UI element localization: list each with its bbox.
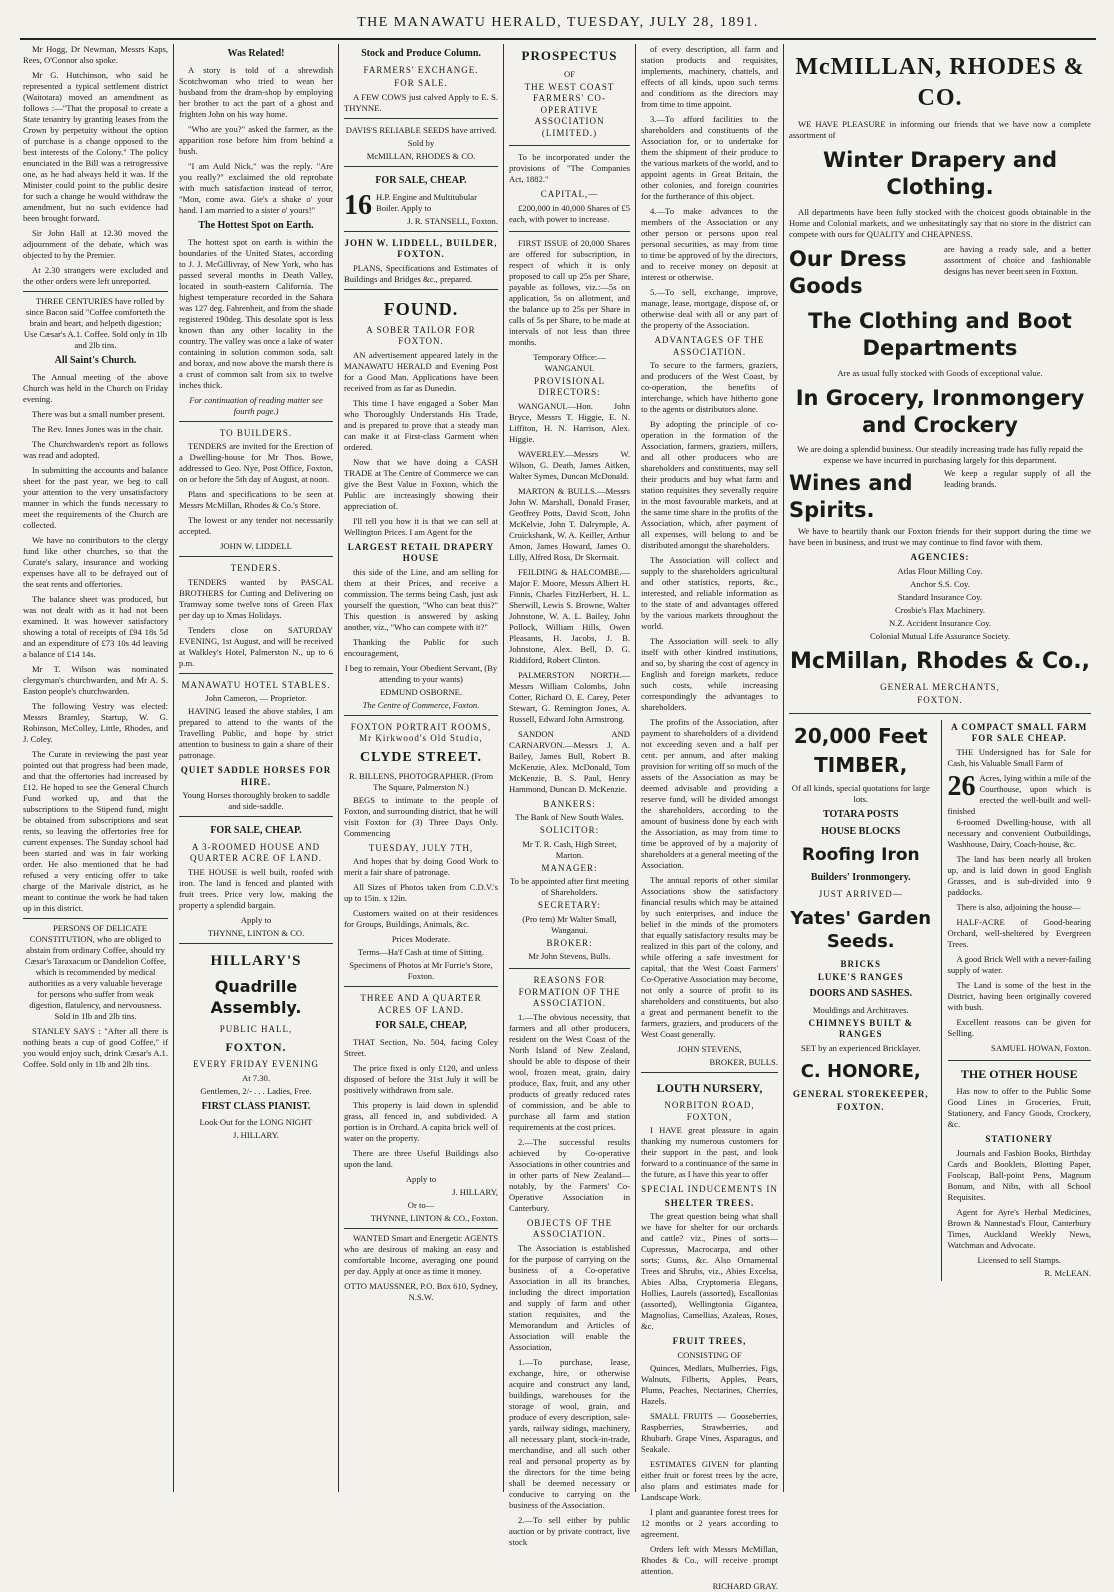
honore-heading: C. HONORE, [800, 1060, 921, 1082]
paragraph: Has now to offer to the Public Some Good Lines in Groceries, Fruit, Stationery, and Fancy Goods, Crockery, &c. [947, 1086, 1091, 1130]
highlight: Builders' Ironmongery. [810, 872, 911, 884]
ad-heading: FOR SALE, CHEAP. [375, 174, 467, 186]
signature: RICHARD GRAY. [712, 1580, 778, 1591]
directors-heading: PROVISIONAL DIRECTORS: [533, 375, 605, 398]
paragraph: Sir John Hall at 12.30 moved the adjournment of the debate, which was objected to by the Premier. [23, 228, 168, 260]
paragraph: The annual reports of other similar Associations show the satisfactory financial results which may be attained by such enterprises, and induce the belief in the minds of the promoters that equally satisfactory results may be realized in this part of the colony, and while offering a safe investment for capital, that the West Coast Farmers' Co-Operative Association may become, not only a source of profit to its shareholders and constituents, but also a great and permanent benefit to the farmers, graziers, and producers of the West Coast generally. [641, 875, 778, 1040]
paragraph: £200,000 in 40,000 Shares of £5 each, with power to increase. [509, 202, 630, 224]
highlight: SPECIAL INDUCEMENTS IN [641, 1184, 778, 1195]
paragraph: 1.—The obvious necessity, that farmers and all other producers, resident on the West Coast of the North Island of New Zealand, should be able to dispose of their wool, frozen meat, grain, dairy produce, flax, fruit, and any other products of greatly reduced rates of commission, and be able to purchase all farm and station requirements at the cost prices. [509, 1011, 630, 1132]
paragraph: "I am Auld Nick," was the reply. "Are you really?" exclaimed the old reprobate with much satisfaction instead of terror, "Mon, come awa. Gie's a shake o' your hand. I am married to a sister o' yours!" [179, 160, 333, 215]
column-4 [503, 44, 635, 1547]
street: CLYDE STREET. [360, 749, 482, 765]
paragraph: THAT Section, No. 504, facing Coley Street. [344, 1037, 498, 1059]
continuation-note: For continuation of reading matter see fourth page.) [189, 394, 323, 416]
town: FOXTON. [917, 695, 963, 706]
paragraph: Excellent reasons can be given for Selling. [947, 1016, 1091, 1038]
apply-label: Apply to [405, 1174, 437, 1185]
paragraph: I HAVE great pleasure in again thanking my numerous customers for their support in the past, and look forward to a continuance of the same in the future, as I have this year to offer [641, 1125, 778, 1180]
town: FOXTON. [836, 1102, 885, 1113]
wines-text: We keep a regular supply of all the leading brands. [944, 468, 1091, 490]
brand-heading: McMILLAN, RHODES & CO. [795, 54, 1085, 111]
church-heading: All Saint's Church. [54, 355, 137, 366]
solicitor-heading: SOLICITOR: [539, 825, 600, 836]
ad-heading: TO BUILDERS. [219, 427, 293, 438]
paragraph: TENDERS are invited for the Erection of a Dwelling-house for Mr Thos. Bowe, addressed to Geo. Nye, Post Office, Foxton, on or before the 5th day of August, at noon. [179, 441, 333, 485]
paragraph: The Churchwarden's report as follows was read and adopted. [23, 438, 168, 460]
paragraph: SMALL FRUITS — Gooseberries, Raspberries, Strawberries, and Rhubarb. Grape Vines, Asparagus, and Seakale. [641, 1410, 778, 1454]
paragraph: this side of the Line, and am selling for them at their Prices, and receive a commission. The terms being Cash, just ask yourself the question, "Who can beat this?" This question is answered by asking another, viz., "Who can compete with it?" [344, 566, 498, 632]
ad-heading: LOUTH NURSERY, [656, 1081, 763, 1096]
paragraph: At 2.30 strangers were excluded and the other orders were left unreported. [23, 265, 168, 286]
wanted-ad [344, 1228, 498, 1303]
highlight: LARGEST RETAIL DRAPERY HOUSE [347, 541, 495, 564]
paragraph: AN advertisement appeared lately in the MANAWATU HERALD and Evening Post for a Good Man. Applications have been received from as far as Dunedin. [344, 349, 498, 393]
paragraph: WANTED Smart and Energetic AGENTS who are desirous of making an easy and comfortable Income, averaging one pound per day. Apply at once as time it money. [344, 1233, 498, 1277]
feet-heading: 20,000 Feet [793, 723, 928, 748]
paragraph: PLANS, Specifications and Estimates of Buildings and Bridges &c., prepared. [344, 262, 498, 284]
paragraph: 2.—The successful results achieved by Co-operative Associations in other countries and in other parts of New Zealand—notably, by the Farmers' Co-Operative Association in Canterbury. [509, 1136, 630, 1213]
paragraph: All Sizes of Photos taken from C.D.V.'s up to 15in. x 12in. [344, 882, 498, 904]
bank: The Bank of New South Wales. [515, 812, 624, 823]
paragraph: The Curate in reviewing the past year pointed out that progress had been made, and that the offertories had increased by £12. He hoped to see the General Church Fund worked up, and that the subscriptions to the Stipend fund, might be obtained from subscriptions and seat rents, so leaving the offertories free for current expenses. The Sunday school had been started and was in fair working order. He also mentioned that he had refused a very enticing offer to take charge of the Marivale district, as he meant to continue the work he had taken up in this district. [23, 748, 168, 913]
paragraph: Mr Hogg, Dr Newman, Messrs Kaps, Rees, O'Connor also spoke. [23, 44, 168, 65]
time: At 7.30. [242, 1072, 270, 1083]
paragraph: SANDON AND CARNARVON.—Messrs J. A. Bailey, James Bull, Robert B. McKenzie, Alex. McDonald, Tom McKenzie, B. S. Paul, Henry Hammond, Duncan D. McKenzie. [509, 728, 630, 794]
assembly-ad [179, 943, 333, 1141]
paragraph: THE Undersigned has for Sale for Cash, his Valuable Small Farm of [947, 746, 1091, 768]
signature: R. McLEAN. [1044, 1267, 1091, 1278]
paragraph: FIRST ISSUE of 20,000 Shares are offered for subscription, in respect of which it is only proposed to call up 25s per Share, payable as follows, viz.:—5s on application, 5s on allotment, and the balance up to 25s per Share in calls of 5s per Share, to be made at intervals of not less than three months. [509, 237, 630, 347]
ad-heading: THE OTHER HOUSE [960, 1066, 1078, 1081]
storekeeper: GENERAL STOREKEEPER, [792, 1088, 929, 1099]
ad-title: Quadrille Assembly. [210, 977, 302, 1017]
paragraph: The Association is established for the purpose of carrying on the business of a Co-operative Association in all its branches, including the direct importation and supply of farm and other station requisites, and the Memorandum and Articles of Association will enable the Association, [509, 1242, 630, 1352]
paragraph: The Rev. Innes Jones was in the chair. [32, 423, 163, 434]
paragraph: Tenders close on SATURDAY EVENING, 1st August, and will be received at Walkley's Hotel, Palmerston N., up to 6 p.m. [179, 624, 333, 668]
paragraph: Young Horses thoroughly broken to saddle and side-saddle. [182, 790, 330, 812]
column-1 [18, 44, 173, 1492]
paragraph: 2.—To sell either by public auction or by private contract, live stock [509, 1514, 630, 1547]
paragraph: Thanking the Public for such encouragement, [344, 636, 498, 658]
paragraph: All departments have been fully stocked with the choicest goods obtainable in the Home and Colonial markets, and we unhesitatingly say that no store in the district can compete with ours for QUALITY and CHEAPNESS. [789, 207, 1091, 240]
paragraph: 1.—To purchase, lease, exchange, hire, or otherwise acquire and construct any land, buildings, warehouses for the storage of wool, grain, and produce of every description, sale-yards, railway sidings, machinery, all necessary plant, stock-in-trade, merchandise, and all such other real and personal property as by the directors for the time being shall be deemed necessary or conducive to carrying on the business of the Association. [509, 1356, 630, 1510]
paragraph: This property is laid down in splendid grass, all fenced in, and subdivided. A portion is in Orchard. A capita brick well of water on the property. [344, 1100, 498, 1144]
paragraph: We are doing a splendid business. Our steadily increasing trade has fully repaid the expense we have incurred in purchasing largely for this department. [797, 444, 1083, 466]
paragraph: 6-roomed Dwelling-house, with all necessary and convenient Outbuildings, Washhouse, Dairy, Coach-house, &c. [947, 816, 1091, 849]
highlight: FRUIT TREES, [672, 1336, 747, 1347]
signature: THYNNE, LINTON & CO., Foxton. [370, 1213, 498, 1224]
column-2 [173, 44, 338, 1492]
agency-item: Crosbie's Flax Machinery. [894, 604, 986, 615]
paragraph: The land has been nearly all broken up, and is laid down in good English Grasses, and is sub-divided into 9 paddocks. [947, 853, 1091, 897]
masthead: THE MANAWATU HERALD, TUESDAY, JULY 28, 1891. [20, 8, 1096, 40]
paragraph: There is also, adjoining the house— [956, 901, 1081, 912]
grocery-heading: In Grocery, Ironmongery and Crockery [795, 385, 1085, 437]
roofing-heading: Roofing Iron [801, 844, 920, 865]
column-6 [783, 44, 1096, 1492]
ad-heading: TENDERS. [230, 563, 282, 574]
paragraph: H.P. Engine and Multitubular Boiler. Apply to [376, 191, 477, 213]
paragraph: HALF-ACRE of Good-bearing Orchard, well-sheltered by Evergreen Trees. [947, 916, 1091, 949]
paragraph: The balance sheet was produced, but was not dealt with as it had not been examined. It was however satisfactory showing a total of receipts of £94 18s 5d and an expenditure of £73 10s 4d leaving a balance of £14 14s. [23, 593, 168, 659]
paragraph: FEILDING & HALCOMBE.—Major F. Moore, Messrs Albert H. Finnis, Charles FitzHerbert, H. L. Sherwill, Lewis S. Browne, Walter Johnstone, W. A. L. Bailey, John Pollock, William Hills, Owen Pleasants, H. Jacobs, J. B. Johnstone, Alex. Bell, D. G. Riddiford, Robert Clinton. [509, 566, 630, 665]
clothing-heading: The Clothing and Boot Departments [808, 308, 1072, 360]
sale-ad [179, 816, 333, 939]
consisting: CONSISTING OF [677, 1349, 742, 1360]
apply-label: Apply to [240, 915, 272, 925]
reasons-heading: REASONS FOR FORMATION OF THE ASSOCIATION. [518, 975, 621, 1009]
seeds-ad [344, 118, 498, 162]
ad-heading: HILLARY'S [210, 953, 302, 969]
agency-item: Anchor S.S. Coy. [910, 578, 970, 589]
paragraph: We have no contributors to the clergy fund like other churches, so that the Curate's salary, insurance and working expenses have all to be defrayed out of the seat rents and offertories. [23, 534, 168, 589]
ad-heading: FOUND. [383, 298, 459, 319]
ad-heading: A COMPACT SMALL FARM FOR SALE CHEAP. [951, 721, 1088, 744]
ad-heading: MANAWATU HOTEL STABLES. [181, 679, 331, 690]
paragraph: Acres, lying within a mile of the Courthouse, upon which is erected the well-built and well-finished [947, 772, 1091, 816]
signature: JOHN STEVENS, [677, 1044, 742, 1055]
prospectus-heading: PROSPECTUS [521, 48, 618, 63]
agencies-heading: AGENCIES: [910, 552, 970, 563]
farm-ad [941, 720, 1092, 1281]
paragraph: of every description, all farm and station products and requisites, implements, machinery, chattels, and effects of all kinds, upon such terms and conditions as the directors may from time to time appoint. [641, 44, 778, 109]
signature: THYNNE, LINTON & CO. [207, 928, 305, 938]
schedule: EVERY FRIDAY EVENING [192, 1059, 319, 1069]
paragraph: There are three Useful Buildings also upon the land. [344, 1148, 498, 1170]
paragraph: Licensed to sell Stamps. [977, 1254, 1062, 1265]
advantages-heading: ADVANTAGES OF THE ASSOCIATION. [654, 335, 765, 357]
yates-heading: Yates' Garden Seeds. [790, 907, 932, 952]
paragraph: 3.—To afford facilities to the shareholders and constituents of the Association for, or to undertake for them the shipment of their produce to the various markets of the world, and to appoint agents in Great Britain, the other colonies, and foreign countries for the furtherance of this object. [641, 114, 778, 201]
signature: J. HILLARY. [233, 1130, 279, 1141]
brand-heading-2: McMillan, Rhodes & Co., [790, 648, 1090, 674]
paragraph: Mouldings and Architraves. [812, 1004, 909, 1015]
ad-subheading: A 3-ROOMED HOUSE AND QUARTER ACRE OF LAND. [190, 841, 322, 864]
column-3 [338, 44, 503, 1492]
signature: JOHN W. LIDDELL [220, 541, 292, 552]
paragraph: To be incorporated under the provisions of "The Companies Act, 1882." [509, 152, 630, 185]
broker: Mr John Stevens, Bulls. [528, 951, 611, 962]
agency-list [789, 566, 1091, 642]
town: FOXTON. [225, 1039, 287, 1054]
engine-number: 16 [344, 189, 372, 221]
secretary: (Pro tem) Mr Walter Small, Wanganui. [522, 913, 617, 935]
dress-text: are having a ready sale, and a better assortment of choice and fashionable designs has never been seen in Foxton. [944, 244, 1091, 277]
paragraph: In submitting the accounts and balance sheet for the past year, we beg to call your attention to the very unsatisfactory manner in which the funds necessary to meet the requirements of the Church are collected. [23, 464, 168, 530]
paragraph: Of all kinds, special quotations for large lots. [791, 783, 930, 805]
solicitor: Mr T. R. Cash, High Street, Marton. [522, 838, 617, 860]
paragraph: To secure to the farmers, graziers, and producers of the West Coast, by co-operation, the benefits of interchange, which have hitherto gone to the agents or distributors alone. [641, 360, 778, 415]
liddell-ad [344, 231, 498, 285]
paragraph: Mr G. Hutchinson, who said he represented a typical settlement district (Waitotara) moved an amendment as follows :—"That the proposal to create a State tenantry by granting leases from the Crown by perpetuity without the option of purchase is a change opposed to the best interests of the Colony." The policy enunciated in the Bill was a retrogressive one, as he had always held it was. If the Minister could point to the public desire for such a change he would withdraw the amendment, but no such evidence had been brought forward. [23, 70, 168, 223]
capital-heading: CAPITAL,— [540, 189, 599, 200]
agency-item: Standard Insurance Coy. [897, 591, 983, 602]
prices: Prices Moderate. [391, 934, 451, 945]
paragraph: 4.—To make advances to the members of the Association or any other person or persons upon real personal securities, as may from time to time be approved of by the directors, and to receive money on deposit at interest or otherwise. [641, 206, 778, 282]
prices: Gentlemen, 2/- . . . Ladies, Free. [200, 1085, 312, 1096]
paragraph: WE HAVE PLEASURE in informing our friends that we have now a complete assortment of [789, 119, 1091, 141]
broker-heading: BROKER: [546, 937, 593, 948]
ad-subheading: FOR SALE. [394, 78, 448, 89]
signature: J. HILLARY, [452, 1187, 498, 1198]
paragraph: ESTIMATES GIVEN for planting either fruit or forest trees by the acre, also plans and estimates made for Landscape Work. [641, 1458, 778, 1502]
timber-heading: TIMBER, [814, 753, 908, 778]
manager: To be appointed after first meeting of Shareholders. [510, 876, 629, 898]
ad-heading: FOR SALE, CHEAP. [210, 825, 302, 837]
paragraph: Mr T. Wilson was nominated clergyman's churchwarden, and Mr A. S. Easton people's churchwarden. [23, 663, 168, 696]
paragraph: A good Brick Well with a never-failing supply of water. [947, 953, 1091, 975]
paragraph: A story is told of a shrewdish Scotchwoman who tried to wean her husband from the dram-shop by employing her brother to act the part of a ghost and frighten John on his way home. [179, 64, 333, 119]
paragraph: Are as usual fully stocked with Goods of exceptional value. [837, 367, 1043, 378]
paragraph: I'll tell you how it is that we can sell at Wellington Prices. I am Agent for the [344, 515, 498, 537]
highlight: TOTARA POSTS [823, 809, 899, 821]
paragraph: A FEW COWS just calved Apply to E. S. THYNNE. [344, 91, 498, 113]
paragraph: WAVERLEY.—Messrs W. Wilson, G. Death, James Aitken, Walter Symes, Duncan McDonald. [509, 448, 630, 481]
highlight: STATIONERY [985, 1134, 1054, 1145]
address: The Centre of Commerce, Foxton. [362, 699, 480, 710]
paragraph: MARTON & BULLS.—Messrs John W. Marshall, Donald Fraser, Geoffrey Potts, David Scott, John McKelvie, John T. Dalrymple, A. Cruickshank, W. A. Keiller, Arthur Amon, James Howard, James O. Lilly, Alfred Ross, Dr Skermait. [509, 485, 630, 562]
section-heading: Stock and Produce Column. [361, 48, 481, 59]
notice: Look Out for the LONG NIGHT [199, 1117, 313, 1128]
paragraph: There was but a small number present. [32, 408, 165, 419]
pianist: FIRST CLASS PIANIST. [201, 1100, 311, 1112]
winter-heading: Winter Drapery and Clothing. [822, 148, 1057, 200]
paragraph: Customers waited on at their residences for Groups, Buildings, Animals, &c. [344, 908, 498, 930]
agency-item: Colonial Mutual Life Assurance Society. [869, 630, 1011, 641]
ad-heading: JOHN W. LIDDELL, BUILDER, FOXTON. [344, 237, 498, 260]
signature-sub: BROKER, BULLS. [709, 1057, 778, 1068]
signature: SAMUEL HOWAN, Foxton. [991, 1042, 1091, 1053]
dress-heading: Our Dress Goods [789, 247, 907, 299]
honore-ad [789, 720, 933, 1281]
paragraph: "Who are you?" asked the farmer, as the apparition rose before him from behind a bush. [179, 123, 333, 156]
paragraph: The hottest spot on earth is within the boundaries of the United States, according to J. J. McGillivray, of New York, who has passed several months in Death Valley, located in south-eastern California. The highest temperature recorded in the Sahara was 127 deg. Fahrenheit, and from the shade registered 190deg. This desolate spot is less known than any other locality in the country. The valley was once a lake of water containing in solution common soda, salt and borax, and now above the marsh there is a crust of common salt from six to twelve inches thick. [179, 236, 333, 390]
terms: Terms—Ha'f Cash at time of Sitting. [357, 947, 484, 958]
paragraph: The Association will seek to ally itself with other kindred institutions, and so, by sharing the cost of agency in English and foreign markets, reduce such costs, while increasing correspondingly the advantages to shareholders. [641, 636, 778, 713]
highlight: HOUSE BLOCKS [821, 825, 901, 837]
coffee-ad: STANLEY SAYS : "After all there is nothing beats a cup of good Coffee," if you would enjoy such, drink Cæsar's A.1. Coffee. Sold only in 1lb and 2lb tins. [23, 1025, 168, 1069]
article-heading: The Hottest Spot on Earth. [198, 219, 314, 231]
specimens: Specimens of Photos at Mr Furrie's Store, Foxton. [349, 960, 493, 982]
builders-ad [179, 421, 333, 553]
agency-item: Atlas Flour Milling Coy. [897, 565, 983, 576]
paragraph: The Annual meeting of the above Church was held in the Church on Friday evening. [23, 371, 168, 404]
paragraph: Plans and specifications to be seen at Messrs McMillan, Rhodes & Co.'s Store. [179, 489, 333, 511]
paragraph: HAVING leased the above stables, I am prepared to attend to the wants of the Travelling Public, and hope by strict attention to business to gain a share of their patronage. [179, 706, 333, 761]
ad-heading: THREE AND A QUARTER ACRES OF LAND. [360, 993, 482, 1015]
venue: PUBLIC HALL, [219, 1024, 293, 1035]
paragraph: Agent for Ayre's Herbal Medicines, Brown & Nannestad's Flour, Canterbury Times, Auckland Weekly News, Watchman and Advocate. [947, 1206, 1091, 1250]
objects-heading: OBJECTS OF THE ASSOCIATION. [526, 1217, 613, 1240]
acres-number: 26 [947, 770, 976, 802]
paragraph: The lowest or any tender not necessarily accepted. [179, 515, 333, 537]
signature: OTTO MAUSSNER, P.O. Box 610, Sydney, N.S.W. [344, 1281, 498, 1303]
land-ad [344, 986, 498, 1224]
paragraph: 5.—To sell, exchange, improve, manage, lease, mortgage, dispose of, or otherwise deal with all or any part of the property of the Association. [641, 287, 778, 330]
column-5 [635, 44, 783, 1591]
closing: I beg to remain, Your Obedient Servant, (By attending to your wants) [344, 662, 498, 684]
office: Temporary Office:— WANGANUI. [533, 351, 606, 373]
found-ad [344, 289, 498, 711]
paragraph: The Land is some of the best in the District, having been originally covered with bush. [947, 979, 1091, 1012]
paragraph: Now that we have doing a CASH TRADE at The Centre of Commerce we can give the Best Value in Foxton, which the Public are increasingly showing their appreciation of. [344, 456, 498, 511]
company-name: THE WEST COAST FARMERS' CO-OPERATIVE ASSOCIATION (LIMITED.) [524, 81, 615, 138]
or-label: Or to— [407, 1200, 435, 1211]
paragraph: By adopting the principle of co-operation in the formation of the Association, farmers, graziers, millers, and all other producers who are shareholders and constituents, may sell their products and buy what farm and station requisites they severally require in the most favourable markets, and at the same time share in the profits of the Association, which, after payment of all expenses, will belong to and be distributed amongst the shareholders. [641, 419, 778, 551]
paragraph: TENDERS wanted by PASCAL BROTHERS for Cutting and Delivering on Tramway some twelve tons of Green Flax per day up to Xmas Holidays. [179, 576, 333, 620]
paragraph: The great question being what shall we have for shelter for our orchards and cattle? viz., Pines of sorts—Cupressus, Macrocarpa, and other sorts; Gums, &c. Also Ornamental Trees and Shrubs, viz., Abies Excelsa, Abies Alba, Cryptomeria Elegans, Hollies, Laurels (assorted), Escallonias (assorted), Wellingtonia Gigantea, Magnolias, Camellias, Azaleas, Roses, &c. [641, 1211, 778, 1332]
nursery-ad [641, 1072, 778, 1592]
paragraph: PALMERSTON NORTH.—Messrs William Colombs, John Cotter, Richard O. E. Carey, Peter Stewart, G. Remington Jones, A. Russell, Edward John Armstrong. [509, 669, 630, 724]
coffee-notice: THREE CENTURIES have rolled by since Bacon said "Coffee comforteth the brain and heart, and helpeth digestion; Use Cæsar's A.1. Coffee. Sold only in 1lb and 2lb tins. [23, 291, 168, 351]
highlight: CHIMNEYS BUILT & RANGES [808, 1017, 914, 1040]
ad-subheading: NORBITON ROAD, FOXTON, [664, 1100, 755, 1122]
stables-ad [179, 673, 333, 813]
highlight: SHELTER TREES. [664, 1197, 755, 1208]
paragraph: THE HOUSE is well built, roofed with iron. The land is fenced and planted with fruit trees. Price very low, making the property a splendid bargain. [179, 867, 333, 910]
merchants: GENERAL MERCHANTS, [880, 681, 1000, 692]
agency-item: N.Z. Accident Insurance Coy. [888, 617, 992, 628]
paragraph: We have to heartily thank our Foxton friends for their support during the time we have been in business, and trust we may continue to find favor with them. [789, 526, 1091, 548]
ad-subheading: FOR SALE, CHEAP, [375, 1020, 467, 1032]
ad-subheading: QUIET SADDLE HORSES FOR HIRE. [180, 765, 332, 787]
paragraph: The price fixed is only £120, and unless disposed of before the 31st July it will be positively withdrawn from sale. [344, 1063, 498, 1096]
paragraph: BEGS to intimate to the people of Foxton, and surrounding district, that he will visit Foxton for (3) Three Days Only. Commencing [344, 794, 498, 838]
paragraph: SET by an experienced Bricklayer. [800, 1042, 921, 1053]
highlight: DOORS AND SASHES. [809, 987, 913, 999]
engine-ad [344, 166, 498, 227]
date: TUESDAY, JULY 7TH, [368, 842, 474, 853]
ad-heading: FOXTON PORTRAIT ROOMS, Mr Kirkwood's Old Studio, [350, 721, 492, 744]
ad-heading: FARMERS' EXCHANGE. [363, 64, 479, 75]
manager-heading: MANAGER: [541, 862, 598, 873]
signature: McMILLAN, RHODES & CO. [366, 150, 476, 161]
highlight: BRICKS [840, 958, 881, 969]
paragraph: DAVIS'S RELIABLE SEEDS have arrived. [345, 124, 497, 135]
signature: J. R. STANSELL, Foxton. [407, 215, 498, 226]
bankers-heading: BANKERS: [543, 798, 596, 809]
highlight: LUKE'S RANGES [817, 972, 904, 983]
secretary-heading: SECRETARY: [538, 900, 601, 911]
wines-heading: Wines and Spirits. [789, 471, 913, 523]
article-heading: Was Related! [227, 48, 285, 59]
portrait-ad [344, 715, 498, 982]
paragraph: Orders left with Messrs McMillan, Rhodes & Co., will receive prompt attention. [641, 1543, 778, 1576]
paragraph: Journals and Fashion Books, Birthday Cards and Booklets, Blotting Paper, Foolscap, Ball-point Pens, Magnum Bonum, and Nibs, with all School Requisites. [947, 1147, 1091, 1202]
paragraph: I plant and guarantee forest trees for 12 months or 2 years according to agreement. [641, 1506, 778, 1539]
coffee-ad: PERSONS OF DELICATE CONSTITUTION, who are obliged to abstain from ordinary Coffee, should try Cæsar's Taraxacum or Dandelion Coffee, which is recommended by medical authorities as a very valuable beverage for persons who suffer from weak digestion, flatulency, and nervousness. Sold in 1lb and 2lb tins. [23, 918, 168, 1022]
paragraph: The profits of the Association, after payment to shareholders of a dividend not exceeding seven and a half per cent. per annum, and after making provision for writing off so much of the assets of the Association as may be deemed advisable and providing a reserve fund, will be divided amongst the shareholders, according to the amount of business done by each with the Association, as may from time to time be approved of by a majority of shareholders at a general meeting of the Association. [641, 717, 778, 871]
sold-by: Sold by [407, 137, 435, 148]
paragraph: And hopes that by doing Good Work to merit a fair share of patronage. [344, 856, 498, 878]
paragraph: This time I have engaged a Sober Man who Thoroughly Understands His Trade, and is prepared to prove that a steady man can make it at First-class Garment when ordered. [344, 397, 498, 452]
paragraph: WANGANUI.—Hon. John Bryce, Messrs T. Higgie, E. N. Liffiton, H. N. Harrison, Alex. Higgie. [509, 400, 630, 444]
paragraph: The following Vestry was elected: Messrs Bramley, Startup, W. G. Robinson, McColley, Little, Rhodes, and J. Coley. [23, 700, 168, 744]
ad-subheading: A SOBER TAILOR FOR FOXTON. [366, 324, 476, 347]
paragraph: Quinces, Medlars, Mulberries, Figs, Walnuts, Filberts, Apples, Pears, Plums, Peaches, Nectarines, Cherries, Hazels. [641, 1362, 778, 1406]
signature: EDMUND OSBORNE. [379, 686, 463, 697]
proprietor: John Cameron, — Proprietor. [205, 693, 307, 704]
paragraph: The Association will collect and supply to the shareholders agricultural and other statistics, reports, &c., interested, and reliable information as to the state of and advantages offered by the various markets throughout the world. [641, 555, 778, 632]
photographer: R. BILLENS, PHOTOGRAPHER. (From The Square, Palmerston N.) [348, 770, 494, 792]
arrived: JUST ARRIVED— [818, 889, 903, 900]
tenders-ad [179, 556, 333, 669]
of-label: OF [564, 68, 575, 79]
